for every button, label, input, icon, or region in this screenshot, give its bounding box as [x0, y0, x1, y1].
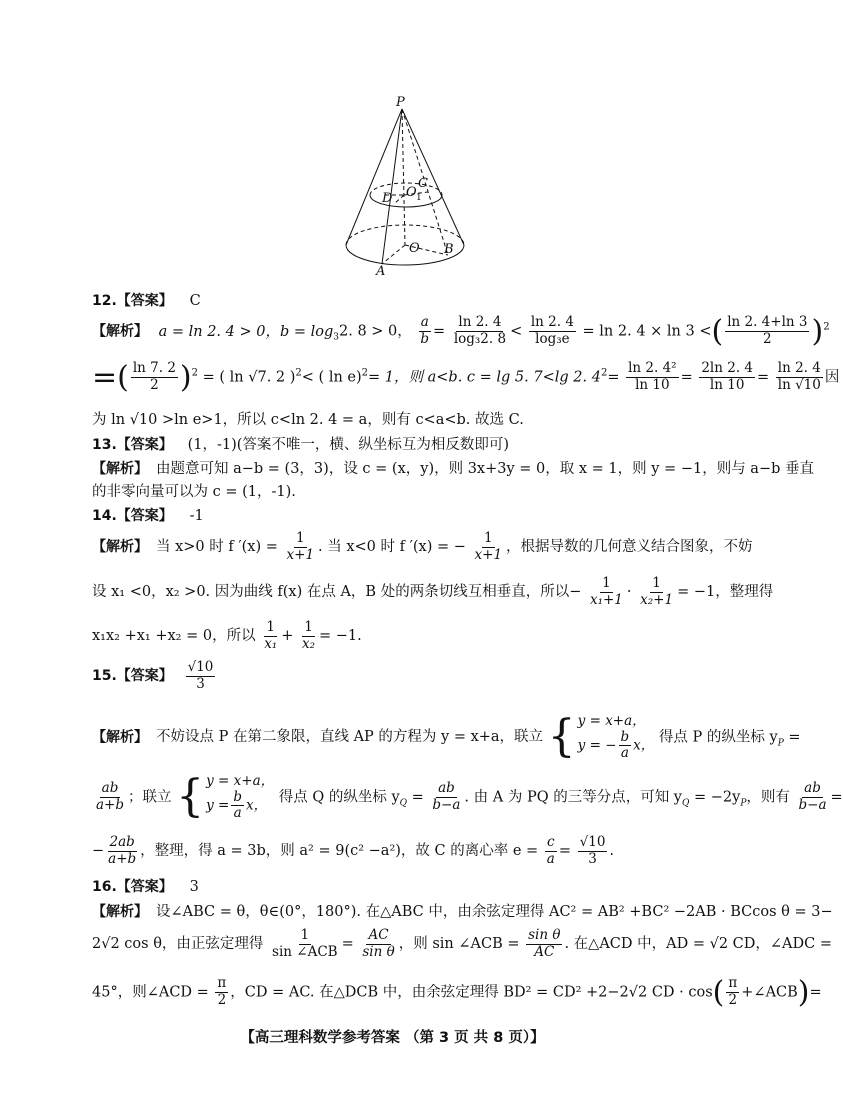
q12-line2: =( $\frac{\ln 7. 2}{2}$ )$^2$ = ( ln √7. 2 )$^2$< ( ln e)$^2$= 1，则 a<b. c = lg 5. 7<lg 2. $4^2=$ $\frac{\text{ln 2. 4²}}{\ln 10}$ = $\frac{2\ln 2. 4}{\ln 10}$ = $\frac{\ln 2. 4}{\ln √10}$ 因 — [92, 360, 840, 395]
q14-line3: x₁x₂ +x₁ +x₂ = 0，所以 $\frac{1}{\text{x₁}}$ + $\frac{1}{\text{x₂}}$ = −1. — [92, 619, 362, 652]
q12-answer-label: 12.【答案】 — [92, 293, 173, 309]
q13-answer: (1，-1)(答案不唯一，横、纵坐标互为相反数即可) — [187, 437, 510, 453]
q16-line2: 2√2 cos θ，由正弦定理得 $\frac{1}{\text{sin ∠ACB}}$ = $\frac{AC}{\text{sin θ}}$ ，则 sin ∠ACB = $\frac{\text{sin θ}}{AC}$ . 在△ACD 中，AD = √2 CD，∠ADC = — [92, 927, 832, 960]
q16-answer-row — [92, 876, 199, 896]
q16-answer: 3 — [189, 879, 199, 895]
label-C: C — [418, 176, 428, 191]
cone-right-edge — [402, 109, 464, 245]
label-B: B — [444, 242, 454, 257]
label-A: A — [376, 264, 386, 279]
q16-line3: 45°，则∠ACD = $\frac{\pi}{2}$ ，CD = AC. 在△DCB 中，由余弦定理得 BD² = CD² +2−2√2 CD · cos( $\frac{\pi}{2}$ +∠ACB)= — [92, 975, 822, 1010]
q13-line1: 【解析】 由题意可知 a−b = (3，3)，设 c = (x，y)，则 3x+3y = 0，取 x = 1，则 y = −1，则与 a−b 垂直 — [92, 461, 814, 477]
q15-answer: $\frac{√10}{3}$ — [187, 659, 214, 692]
q14-answer-label: 14.【答案】 — [92, 508, 173, 524]
cone-figure — [330, 92, 480, 282]
q13-line2: 的非零向量可以为 c = (1，-1). — [92, 484, 296, 500]
q15-answer-label: 15.【答案】 — [92, 668, 173, 685]
q15-line2: $\frac{ab}{a+b}$ ；联立 { y = x+a， y = $\frac{b}{a}$ x， 得点 Q 的纵坐标 $y_Q$ = $\frac{ab}{b-a}$ . 由 A 为 PQ 的三等分点，可知 $y_Q = -2y_P$，则有 $\frac{ab}{b-a}$ = — [96, 771, 843, 823]
page-footer: 【高三理科数学参考答案 （第 3 页 共 8 页）】 — [240, 1030, 545, 1046]
q13-answer-label: 13.【答案】 — [92, 437, 173, 453]
q15-line3: − $\frac{2ab}{a+b}$ ，整理，得 a = 3b，则 a² = 9(c² −a²)，故 C 的离心率 e = $\frac{c}{a}$ = $\frac{√10}{3}$ . — [92, 834, 615, 867]
q14-answer-row — [92, 505, 204, 525]
q12-answer-row — [92, 290, 201, 310]
label-P: P — [396, 95, 405, 110]
q12-line3: 为 ln √10 >ln e>1，所以 c<ln 2. 4 = a，则有 c<a<b. 故选 C. — [92, 412, 524, 428]
q12-line1: 【解析】 a = ln 2. 4 > 0，$b = \log_32$. 8 > 0， $\frac{a}{b}$ = $\frac{\ln 2. 4}{\text{log₃2. 8}}$ < $\frac{\ln 2. 4}{\text{log₃e}}$ = ln 2. 4 × ln 3 <( $\frac{\ln 2. 4+\ln 3}{2}$ )$^2$ — [92, 314, 830, 349]
q14-line1: 【解析】 当 x>0 时 f ′(x) = $\frac{1}{x+1}$ . 当 x<0 时 f ′(x) = − $\frac{1}{x+1}$ ，根据导数的几何意义结合图象，不妨 — [92, 530, 753, 563]
q12-answer: C — [189, 293, 201, 309]
q15-line1: 【解析】 不妨设点 P 在第二象限，直线 AP 的方程为 y = x+a，联立 { y = x+a， y = − $\frac{b}{a}$ x， 得点 P 的纵坐标 $y_P$ = — [92, 711, 801, 763]
q16-answer-label: 16.【答案】 — [92, 879, 173, 895]
label-D: D — [382, 191, 393, 206]
q15-answer-row — [92, 660, 217, 692]
q14-line2: 设 x₁ <0，x₂ >0. 因为曲线 f(x) 在点 A，B 处的两条切线互相垂直，所以− $\frac{1}{\text{x₁+1}}$ · $\frac{1}{\text{x₂+1}}$ = −1，整理得 — [92, 575, 774, 608]
svg-text:1: 1 — [416, 193, 422, 203]
q12-analysis-label: 【解析】 — [92, 323, 148, 340]
q16-line1: 【解析】 设∠ABC = θ，θ∈(0°，180°). 在△ABC 中，由余弦定理得 AC² = AB² +BC² −2AB · BCcos θ = 3− — [92, 904, 833, 920]
label-O1: O — [406, 185, 417, 200]
q13-answer-row — [92, 433, 509, 454]
q14-answer: -1 — [189, 508, 204, 524]
label-O: O — [409, 241, 420, 256]
